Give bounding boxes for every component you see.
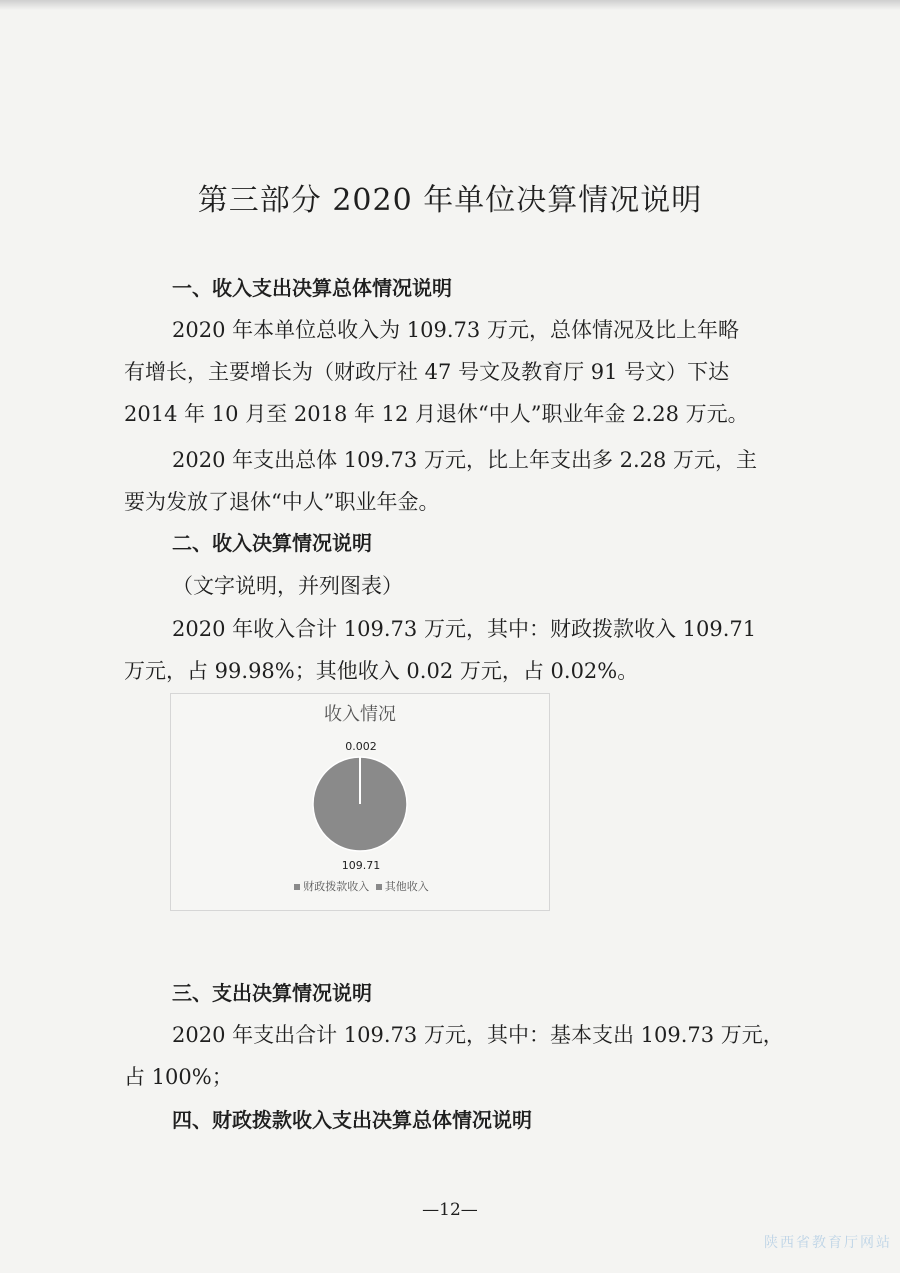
legend-swatch-fiscal: [294, 884, 300, 890]
section-2-paragraph-1-line-1: 2020 年收入合计 109.73 万元，其中：财政拨款收入 109.71: [172, 617, 757, 641]
section-3-heading: 三、支出决算情况说明: [172, 981, 372, 1005]
page-number: —12—: [422, 1200, 478, 1220]
page-title: 第三部分 2020 年单位决算情况说明: [197, 183, 703, 218]
section-1-paragraph-1-line-3: 2014 年 10 月至 2018 年 12 月退休“中人”职业年金 2.28 万元。: [124, 402, 749, 426]
legend-label-other: 其他收入: [384, 880, 429, 893]
income-pie-chart: [170, 693, 550, 911]
scan-edge: [0, 0, 900, 10]
section-4-heading: 四、财政拨款收入支出决算总体情况说明: [172, 1108, 532, 1132]
section-1-paragraph-1-line-2: 有增长，主要增长为（财政厅社 47 号文及教育厅 91 号文）下达: [124, 360, 730, 384]
section-2-paragraph-1-line-2: 万元，占 99.98%；其他收入 0.02 万元，占 0.02%。: [124, 659, 639, 683]
data-label-fiscal-income: 109.71: [341, 859, 381, 872]
section-2-heading: 二、收入决算情况说明: [172, 531, 372, 555]
legend-swatch-other: [376, 884, 382, 890]
section-3-paragraph-1-line-1: 2020 年支出合计 109.73 万元，其中：基本支出 109.73 万元，: [172, 1023, 784, 1047]
data-label-other-income: 0.002: [345, 740, 377, 753]
section-1-paragraph-2-line-1: 2020 年支出总体 109.73 万元，比上年支出多 2.28 万元，主: [172, 448, 758, 472]
chart-title: 收入情况: [324, 704, 396, 725]
section-2-note: （文字说明，并列图表）: [172, 574, 403, 598]
chart-legend: [171, 878, 549, 894]
section-3-paragraph-1-line-2: 占 100%；: [124, 1065, 233, 1089]
section-1-paragraph-2-line-2: 要为发放了退休“中人”职业年金。: [124, 490, 440, 514]
section-1-paragraph-1-line-1: 2020 年本单位总收入为 109.73 万元，总体情况及比上年略: [172, 318, 739, 342]
site-watermark: 陕西省教育厅网站: [764, 1235, 892, 1251]
legend-label-fiscal: 财政拨款收入: [303, 880, 370, 893]
section-1-heading: 一、收入支出决算总体情况说明: [172, 276, 452, 300]
